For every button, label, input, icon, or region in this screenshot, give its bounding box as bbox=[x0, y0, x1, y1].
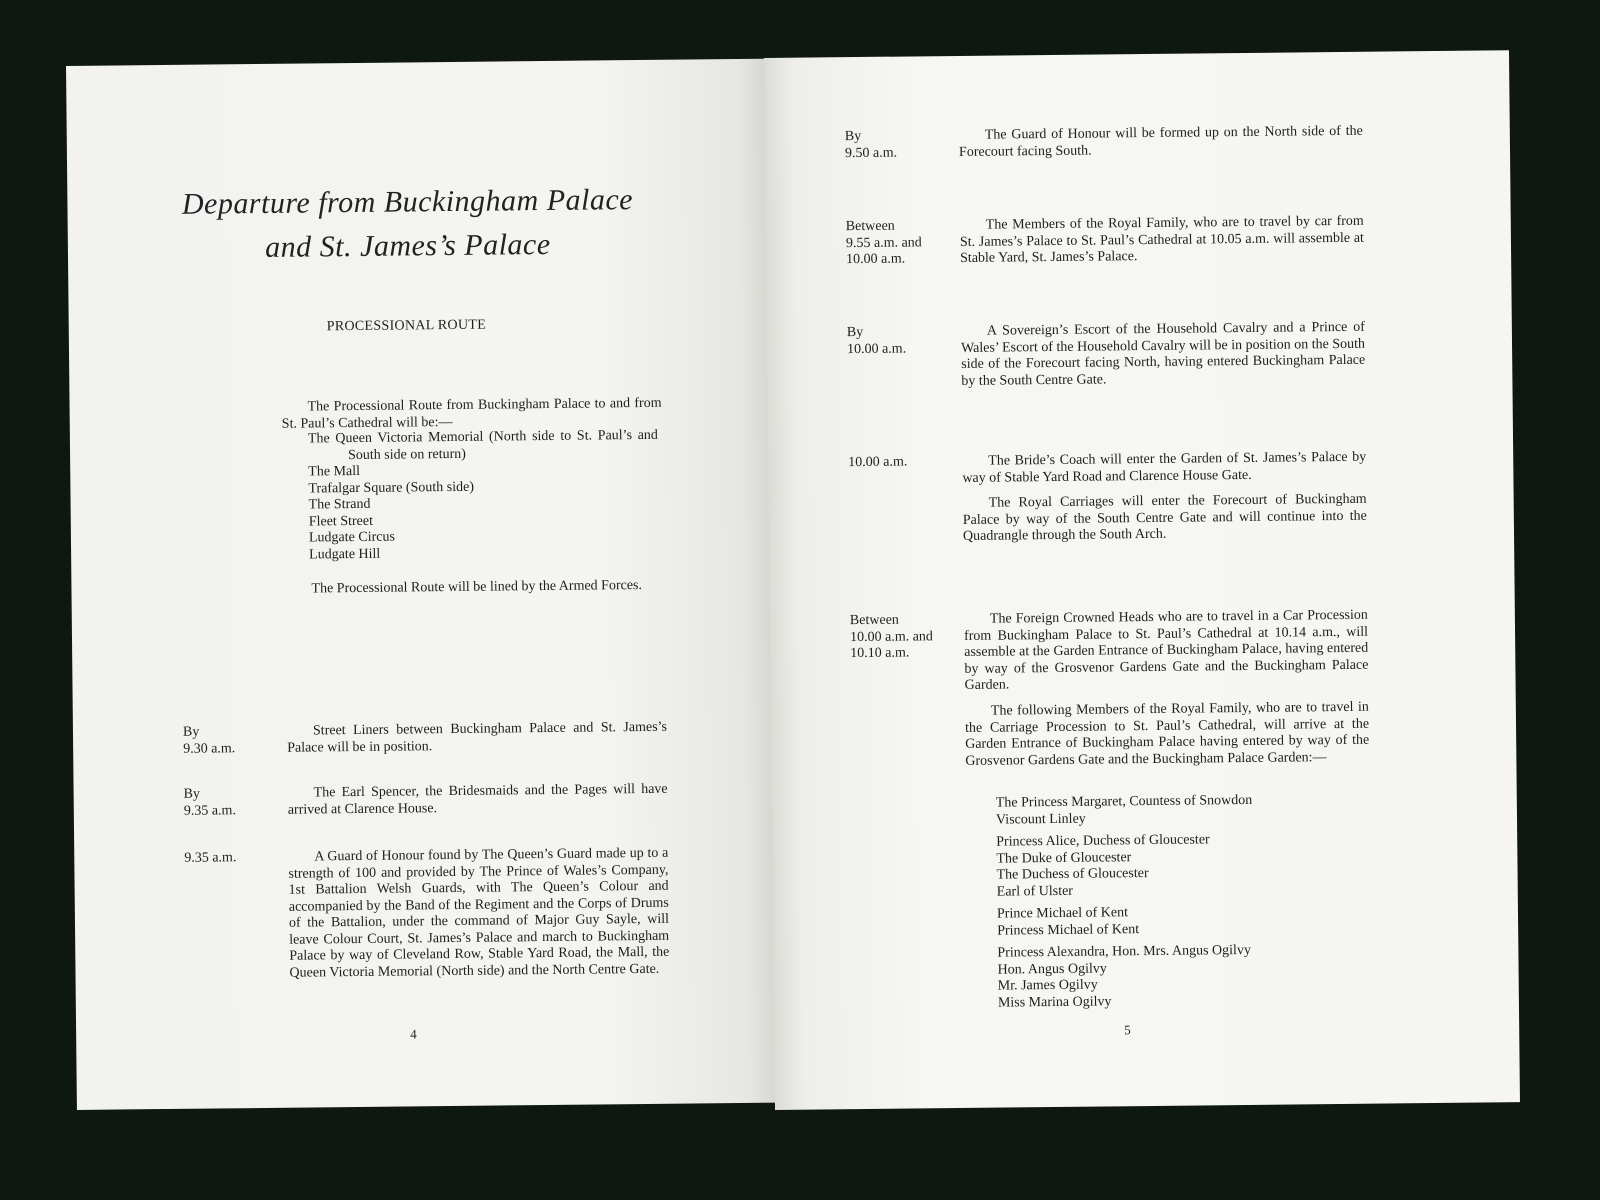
entry-text: The Foreign Crowned Heads who are to travel in a Car Procession from Buckingham Palace to St. Paul’s Cathedral at 10.14 a.m., will assemble at the Garden Entrance of Buckingham Palace, having entered by way of the Grosvenor Gardens Gate and the Buckingham Palace Garden. bbox=[963, 607, 1369, 693]
royal-name: The Duchess of Gloucester bbox=[996, 866, 1149, 883]
route-list bbox=[308, 428, 663, 564]
route-item: The Mall bbox=[308, 463, 361, 480]
royal-name: Hon. Angus Ogilvy bbox=[997, 960, 1107, 978]
time-line: Between bbox=[849, 612, 899, 629]
royal-name: The Princess Margaret, Countess of Snowdon bbox=[995, 792, 1253, 811]
route-item: Trafalgar Square (South side) bbox=[308, 479, 475, 496]
entry-time bbox=[184, 786, 236, 820]
time-line: 9.35 a.m. bbox=[183, 802, 236, 819]
route-item: Ludgate Hill bbox=[309, 546, 381, 562]
route-item: The Strand bbox=[308, 496, 371, 513]
route-intro: The Processional Route from Buckingham Palace to and from St. Paul’s Cathedral will be:— bbox=[281, 395, 662, 432]
entry-text: The Guard of Honour will be formed up on the North side of the Forecourt facing South. bbox=[958, 123, 1363, 160]
entry-text-continued: The following Members of the Royal Family, who are to travel in the Carriage Procession to St. Paul’s Cathedral, will arrive at the Garden Entrance of Buckingham Palace having entered by way of the Grosvenor Gardens Gate and the Buckingham Palace Garden:— bbox=[964, 699, 1370, 769]
entry-time bbox=[847, 325, 906, 359]
time-line: By bbox=[846, 324, 864, 341]
royal-name: Earl of Ulster bbox=[996, 883, 1074, 900]
route-item: Fleet Street bbox=[308, 513, 374, 529]
entry-text: A Sovereign’s Escort of the Household Cavalry and a Prince of Wales’ Escort of the Household Cavalry will be in position on the South side of the Forecourt facing North, having entered Buckingham Palace by the South Centre Gate. bbox=[960, 319, 1366, 389]
entry-time bbox=[848, 455, 907, 472]
entry-time bbox=[850, 612, 933, 662]
entry-time bbox=[183, 724, 235, 758]
time-line: 9.35 a.m. bbox=[184, 850, 237, 866]
title-line-1: Departure from Buckingham Palace bbox=[181, 183, 634, 221]
royal-name: Miss Marina Ogilvy bbox=[997, 993, 1112, 1011]
royal-name: Princess Alice, Duchess of Gloucester bbox=[996, 832, 1210, 850]
entry-text-continued: The Royal Carriages will enter the Forecourt of Buckingham Palace by way of the South Centre Gate and will continue into the Quadrangle through the South Arch. bbox=[962, 491, 1367, 544]
royal-name: Prince Michael of Kent bbox=[996, 905, 1129, 922]
royal-name: Princess Alexandra, Hon. Mrs. Angus Ogilvy bbox=[997, 942, 1251, 961]
time-line: 9.55 a.m. and bbox=[845, 234, 922, 251]
entry-text: Street Liners between Buckingham Palace and St. James’s Palace will be in position. bbox=[287, 719, 668, 756]
royal-name: Mr. James Ogilvy bbox=[997, 977, 1098, 994]
entry-text: The Members of the Royal Family, who are to travel by car from St. James’s Palace to St. Paul’s Cathedral at 10.05 a.m. will assemble at Stable Yard, St. James’s Palace. bbox=[959, 213, 1364, 266]
route-item: Ludgate Circus bbox=[308, 529, 395, 546]
time-line: Between bbox=[845, 218, 895, 235]
royal-name: Princess Michael of Kent bbox=[997, 921, 1140, 939]
entry-text: A Guard of Honour found by The Queen’s Guard made up to a strength of 100 and provided by The Prince of Wales’s Company, 1st Battalion Welsh Guards, with The Queen’s Colour and accompanied by the Band of the Regiment and the Corps of Drums of the Battalion, under the command of Major Guy Sayle, will leave Colour Court, St. James’s Palace and march to Buckingham Palace by way of Cleveland Row, Stable Yard Road, the Mall, the Queen Victoria Memorial (North side) and the North Centre Gate. bbox=[288, 845, 670, 981]
time-line: 10.00 a.m. bbox=[846, 251, 906, 268]
time-line: 10.00 a.m. and bbox=[849, 628, 933, 645]
time-line: By bbox=[183, 786, 201, 802]
page-number: 4 bbox=[410, 1026, 417, 1042]
entry-text: The Bride’s Coach will enter the Garden of St. James’s Palace by way of Stable Yard Road and Clarence House Gate. bbox=[962, 449, 1367, 486]
entry-time bbox=[846, 218, 922, 268]
title-line-2: and St. James’s Palace bbox=[265, 227, 551, 264]
entry-time bbox=[184, 850, 236, 867]
right-page bbox=[764, 50, 1520, 1110]
page-number: 5 bbox=[1124, 1022, 1131, 1038]
time-line: 9.30 a.m. bbox=[183, 740, 236, 757]
time-line: 10.00 a.m. bbox=[848, 454, 908, 471]
entry-time bbox=[845, 129, 897, 163]
left-page bbox=[66, 59, 777, 1110]
time-line: By bbox=[182, 724, 200, 740]
royal-family-list bbox=[996, 792, 1338, 1012]
route-item: The Queen Victoria Memorial (North side to St. Paul’s and South side on return) bbox=[307, 427, 658, 463]
time-line: 9.50 a.m. bbox=[844, 145, 898, 161]
time-line: By bbox=[844, 128, 862, 145]
royal-name: The Duke of Gloucester bbox=[996, 849, 1132, 867]
section-heading: PROCESSIONAL ROUTE bbox=[326, 317, 487, 335]
entry-text: The Earl Spencer, the Bridesmaids and the Pages will have arrived at Clarence House. bbox=[287, 781, 668, 818]
time-line: 10.10 a.m. bbox=[850, 645, 910, 662]
time-line: 10.00 a.m. bbox=[846, 341, 907, 357]
route-lined-text: The Processional Route will be lined by the Armed Forces. bbox=[311, 577, 643, 597]
royal-name: Viscount Linley bbox=[995, 811, 1086, 828]
page-title bbox=[137, 178, 678, 272]
